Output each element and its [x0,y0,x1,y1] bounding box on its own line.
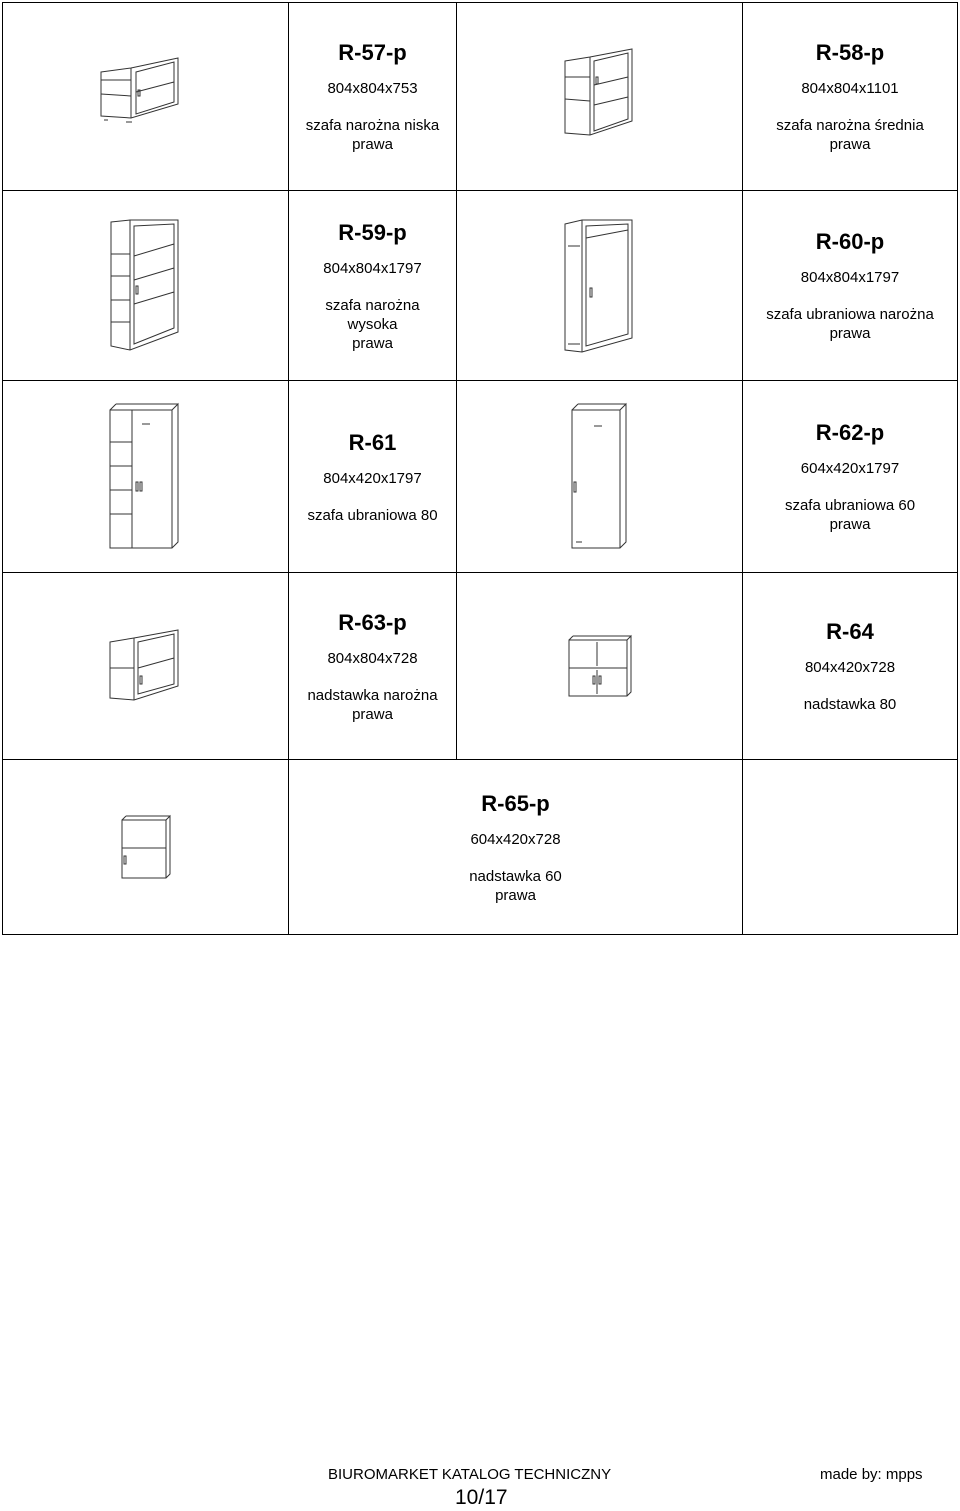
product-description: szafa ubraniowa 60 [784,497,916,514]
product-code: R-58-p [815,40,885,65]
product-code: R-63-p [338,609,407,635]
product-info-cell [743,381,958,573]
product-description: prawa [352,136,393,153]
product-dimensions: 804x804x1797 [323,259,422,277]
top-unit-60-drawing [118,812,174,882]
product-dimensions: 804x804x1797 [800,269,900,286]
product-description: prawa [495,886,536,904]
page-number: 10/17 [455,1486,508,1509]
corner-wardrobe-drawing [560,216,640,356]
catalog-row [3,191,958,381]
product-dimensions: 604x420x728 [470,830,561,848]
product-dimensions: 804x420x1797 [323,469,422,487]
product-dimensions: 804x804x728 [327,649,418,667]
product-image-cell [457,191,743,381]
product-code: R-59-p [338,219,407,245]
product-description: szafa ubraniowa 80 [307,506,438,524]
footer-catalog-title: BIUROMARKET KATALOG TECHNICZNY [328,1466,612,1483]
footer-author: made by: mpps [820,1466,923,1483]
product-image-cell [457,381,743,573]
product-info-cell [743,573,958,760]
product-image-cell [457,573,743,760]
product-description: nadstawka narożna [307,686,438,704]
product-image-cell [3,381,289,573]
product-description: wysoka [347,315,398,333]
product-dimensions: 804x804x753 [327,80,418,97]
product-description: prawa [352,705,393,723]
catalog-row [3,3,958,191]
product-code: R-60-p [815,229,885,254]
product-image-cell [3,3,289,191]
corner-cabinet-tall-drawing [106,216,186,356]
product-image-cell [457,3,743,191]
catalog-row [3,760,958,935]
product-description: nadstawka 80 [803,696,897,713]
product-dimensions: 804x420x728 [804,659,896,676]
wardrobe-60-drawing [568,402,632,552]
product-description: szafa narożna [325,296,420,314]
product-info-cell [289,381,457,573]
product-code: R-62-p [815,420,885,445]
corner-cabinet-low-drawing [96,52,196,142]
product-info-cell [289,191,457,381]
product-description: szafa narożna średnia [776,117,924,134]
product-image-cell [3,191,289,381]
product-info-cell [289,3,457,191]
product-dimensions: 604x420x1797 [800,460,900,477]
product-info-cell [289,760,743,935]
product-image-cell [3,760,289,935]
product-catalog-table [2,2,958,935]
product-description: szafa narożna niska [305,117,440,134]
product-image-cell [3,573,289,760]
product-code: R-64 [826,619,874,644]
product-description: nadstawka 60 [469,867,562,885]
wardrobe-80-drawing [106,402,186,552]
corner-cabinet-medium-drawing [560,47,640,147]
product-description: prawa [829,516,871,533]
catalog-row [3,573,958,760]
product-info-cell [289,573,457,760]
product-info-cell [743,3,958,191]
product-description: prawa [829,325,871,342]
top-unit-80-drawing [565,632,635,700]
corner-top-unit-drawing [106,628,186,704]
product-code: R-57-p [338,40,407,65]
product-description: prawa [829,136,871,153]
product-dimensions: 804x804x1101 [801,80,899,97]
product-code: R-61 [348,429,397,455]
empty-cell [743,760,958,935]
product-description: szafa ubraniowa narożna [766,306,934,323]
product-code: R-65-p [481,790,550,816]
product-info-cell [743,191,958,381]
product-description: prawa [352,334,393,352]
catalog-row [3,381,958,573]
